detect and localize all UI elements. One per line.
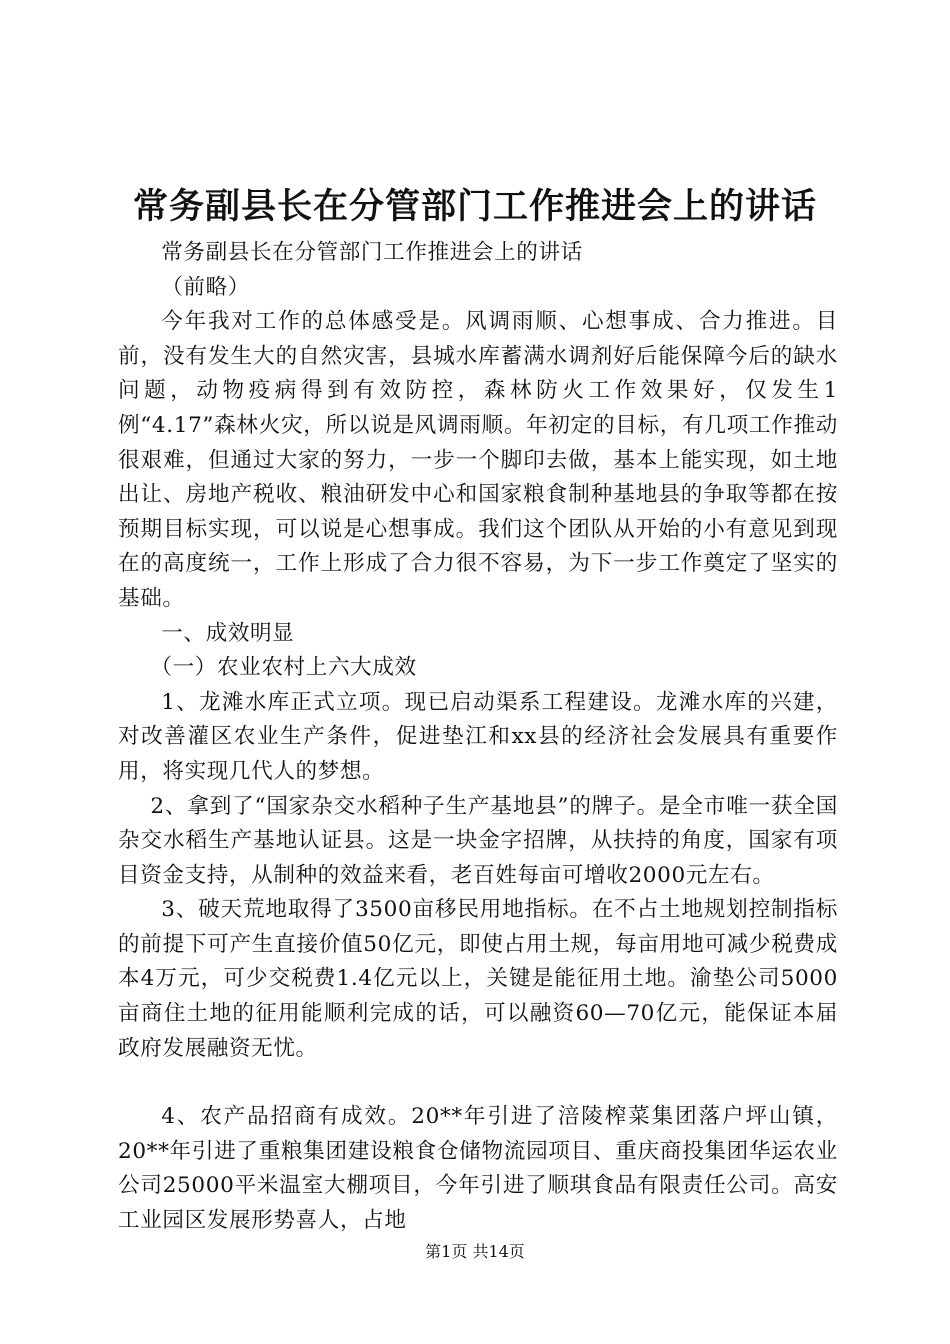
body-paragraph: 3、破天荒地取得了3500亩移民用地指标。在不占土地规划控制指标的前提下可产生直接价值50亿元，即使占用土规，每亩用地可减少税费成本4万元，可少交税费1.4亿元以上，关键是能征用土地。渝垫公司5000亩商住土地的征用能顺利完成的话，可以融资60—70亿元，能保证本届政府发展融资无忧。 xyxy=(118,897,838,1061)
subtitle-paragraph: 常务副县长在分管部门工作推进会上的讲话 xyxy=(161,240,583,265)
body-paragraph: 2、拿到了“国家杂交水稻种子生产基地县”的牌子。是全市唯一获全国杂交水稻生产基地认证县。这是一块金字招牌，从扶持的角度，国家有项目资金支持，从制种的效益来看，老百姓每亩可增收2000元左右。 xyxy=(118,793,838,888)
body-paragraph: 1、龙滩水库正式立项。现已启动渠系工程建设。龙滩水库的兴建，对改善灌区农业生产条件，促进垫江和xx县的经济社会发展具有重要作用，将实现几代人的梦想。 xyxy=(118,689,838,784)
subsection-heading: （一）农业农村上六大成效 xyxy=(150,655,417,681)
section-heading: 一、成效明显 xyxy=(161,620,295,646)
body-paragraph: 今年我对工作的总体感受是。风调雨顺、心想事成、合力推进。目前，没有发生大的自然灾害，县城水库蓄满水调剂好后能保障今后的缺水问题，动物疫病得到有效防控，森林防火工作效果好，仅发生1例“4.17”森林火灾，所以说是风调雨顺。年初定的目标，有几项工作推动很艰难，但通过大家的努力，一步一个脚印去做，基本上能实现，如土地出让、房地产税收、粮油研发中心和国家粮食制种基地县的争取等都在按预期目标实现，可以说是心想事成。我们这个团队从开始的小有意见到现在的高度统一，工作上形成了合力很不容易，为下一步工作奠定了坚实的基础。 xyxy=(118,309,838,611)
document-body xyxy=(118,236,838,1239)
page-footer: 第1页 共14页 xyxy=(425,1242,525,1261)
omitted-note: （前略） xyxy=(161,274,250,300)
document-title: 常务副县长在分管部门工作推进会上的讲话 xyxy=(132,186,817,227)
body-paragraph: 4、农产品招商有成效。20**年引进了涪陵榨菜集团落户坪山镇，20**年引进了重粮集团建设粮食仓储物流园项目、重庆商投集团华运农业公司25000平米温室大棚项目，今年引进了顺琪食品有限责任公司。高安工业园区发展形势喜人，占地 xyxy=(118,1104,838,1234)
